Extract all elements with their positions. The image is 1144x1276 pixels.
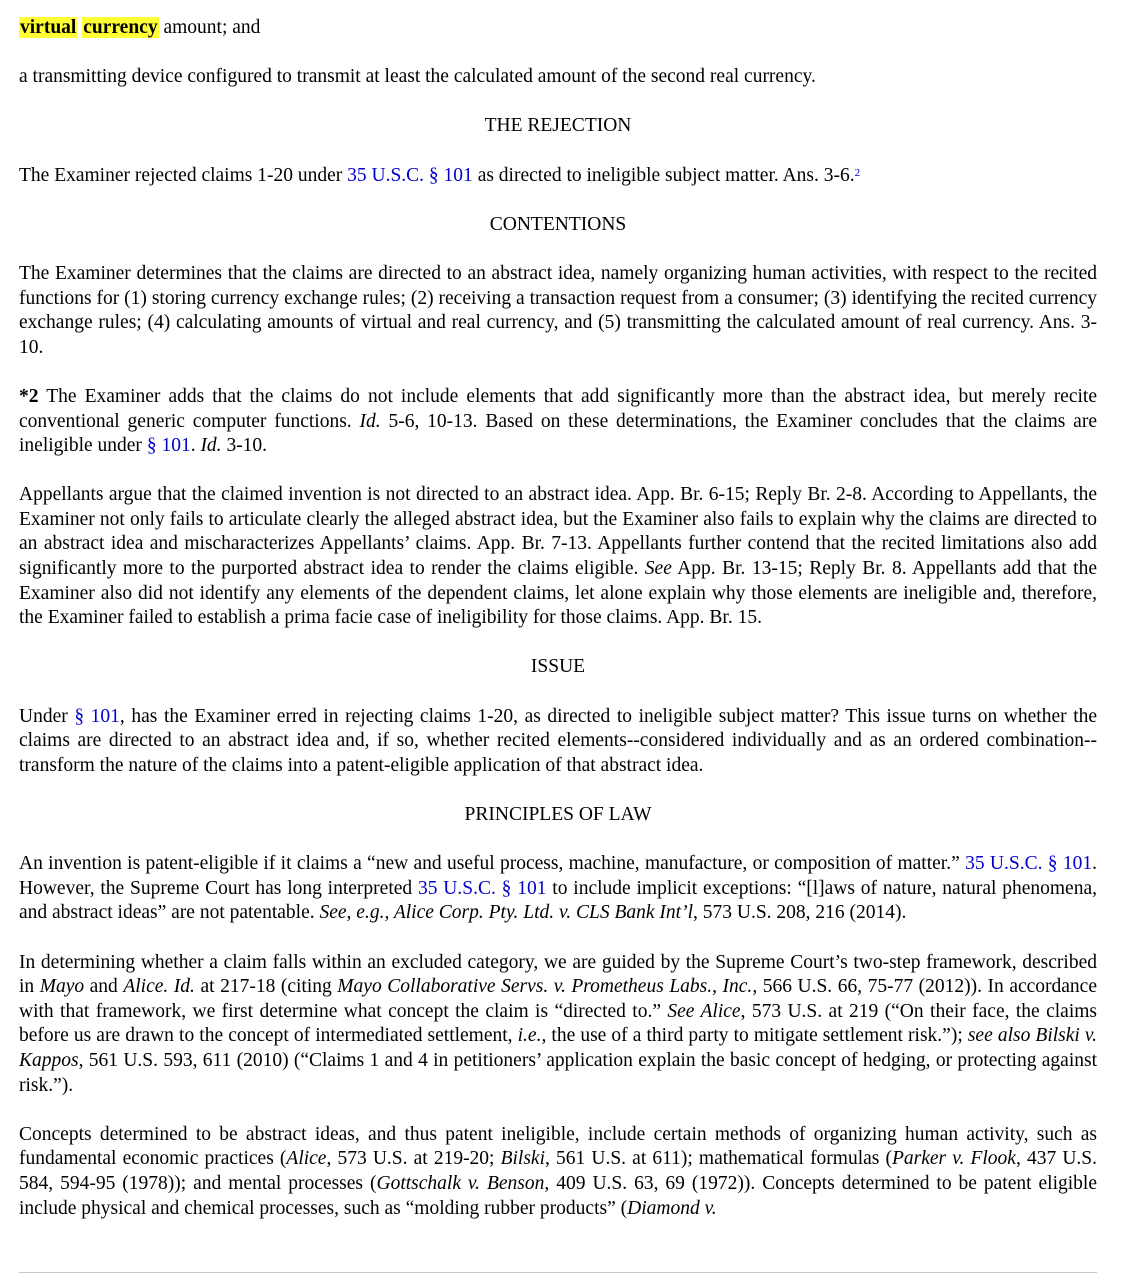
italic-citation: i.e., — [517, 1025, 547, 1047]
statute-link[interactable]: § 101 — [74, 705, 120, 727]
principles-paragraph-3 — [19, 1123, 1097, 1221]
paragraph-text: , 561 U.S. 593, 611 (2010) (“Claims 1 and 4 in petitioners’ application explain the basic concept of hedging, or protecting against risk.”). — [19, 1049, 1097, 1096]
paragraph-text: , 573 U.S. 208, 216 (2014). — [693, 902, 907, 924]
italic-citation: Bilski — [500, 1148, 546, 1170]
issue-paragraph — [19, 705, 1097, 779]
italic-citation: See, e.g., Alice Corp. Pty. Ltd. v. CLS Bank Int’l — [319, 902, 693, 924]
paragraph-text: , 409 U.S. 63, 69 (1972)). Concepts determined to be patent eligible include physical and chemical processes, such as “molding rubber products” ( — [19, 1172, 1097, 1219]
page-bottom-divider — [19, 1272, 1097, 1273]
claim-fragment-paragraph — [19, 16, 1097, 41]
paragraph-text: Concepts determined to be abstract ideas, and thus patent ineligible, include certain methods of organizing human activity, such as fundamental economic practices ( — [19, 1123, 1097, 1170]
paragraph-text: . — [190, 435, 201, 457]
paragraph-text: amount; and — [158, 17, 261, 38]
heading-contentions: CONTENTIONS — [489, 213, 627, 235]
heading-principles-of-law: PRINCIPLES OF LAW — [464, 804, 652, 825]
paragraph-text: , 437 U.S. 584, 594-95 (1978)); and mental processes ( — [19, 1148, 1097, 1194]
principles-paragraph-2 — [19, 951, 1097, 1099]
heading-the-rejection: THE REJECTION — [484, 115, 632, 137]
rejection-paragraph — [19, 164, 1097, 189]
paragraph-text: 5-6, 10-13. Based on these determinations, the Examiner concludes that the claims are ineligible under — [19, 410, 1097, 457]
heading-issue: ISSUE — [530, 656, 586, 678]
principles-paragraph-1 — [19, 852, 1097, 926]
paragraph-text: the use of a third party to mitigate settlement risk.”); — [546, 1025, 968, 1047]
italic-citation: See Alice — [667, 1000, 741, 1022]
italic-citation: Mayo — [39, 976, 85, 998]
appellants-argument-paragraph — [19, 483, 1097, 631]
italic-citation: Diamond v. — [627, 1197, 717, 1219]
paragraph-text: , 561 U.S. at 611); mathematical formulas ( — [545, 1148, 892, 1170]
paragraph-text: at 217-18 (citing — [194, 976, 338, 998]
italic-citation: see also Bilski v. Kappos — [19, 1025, 1097, 1071]
italic-citation: See — [644, 558, 672, 580]
statute-link[interactable]: § 101 — [146, 435, 191, 457]
paragraph-text: to include implicit exceptions: “[l]aws of nature, natural phenomena, and abstract ideas” are not patentable. — [19, 877, 1097, 924]
claim-element-paragraph: a transmitting device configured to transmit at least the calculated amount of the second real currency. — [19, 66, 816, 88]
contentions-paragraph-2 — [19, 385, 1097, 459]
italic-citation: Gottschalk v. Benson — [376, 1172, 545, 1194]
paragraph-text: and — [84, 976, 124, 998]
paragraph-text: as directed to ineligible subject matter. Ans. 3-6. — [472, 164, 855, 186]
paragraph-text: Appellants argue that the claimed invention is not directed to an abstract idea. App. Br. 6-15; Reply Br. 2-8. According to Appellants, the Examiner not only fails to articulate clearly the alleged abstract idea, but the Examiner also fails to explain why the claims are directed to an abstract idea and mischaracterizes Appellants’ claims. App. Br. 7-13. Appellants further contend that the recited limitations also add significantly more to the purported abstract idea to render the claims eligible. — [19, 484, 1097, 580]
search-highlight: virtual — [20, 17, 77, 38]
contentions-paragraph-1: The Examiner determines that the claims are directed to an abstract idea, namely organizing human activities, with respect to the recited functions for (1) storing currency exchange rules; (2) receiving a transaction request from a consumer; (3) identifying the recited currency exchange rules; (4) calculating amounts of virtual and real currency, and (5) transmitting the calculated amount of real currency. Ans. 3-10. — [19, 262, 1097, 358]
italic-citation: Mayo Collaborative Servs. v. Prometheus Labs., Inc. — [337, 976, 753, 998]
italic-citation: Alice — [286, 1148, 327, 1170]
paragraph-text: The Examiner adds that the claims do not include elements that add significantly more than the abstract idea, but merely recite conventional generic computer functions. — [19, 385, 1097, 432]
italic-citation: Id. — [200, 435, 222, 457]
paragraph-text: , 573 U.S. at 219-20; — [326, 1148, 501, 1170]
italic-citation: Parker v. Flook — [892, 1148, 1016, 1170]
paragraph-text: App. Br. 13-15; Reply Br. 8. Appellants add that the Examiner also did not identify any elements of the dependent claims, let alone explain why those elements are ineligible and, therefore, the Examiner failed to establish a prima facie case of ineligibility for those claims. App. Br. 15. — [19, 558, 1097, 629]
italic-citation: Id. — [359, 410, 381, 432]
paragraph-text: In determining whether a claim falls within an excluded category, we are guided by the Supreme Court’s two-step framework, described in — [19, 951, 1097, 998]
paragraph-text: The Examiner rejected claims 1-20 under — [19, 164, 348, 186]
paragraph-text: An invention is patent-eligible if it claims a “new and useful process, machine, manufacture, or composition of matter.” — [19, 853, 966, 875]
italic-citation: Alice. Id. — [123, 976, 195, 998]
paragraph-text: . However, the Supreme Court has long interpreted — [19, 853, 1098, 899]
statute-link[interactable]: 35 U.S.C. § 101 — [965, 853, 1093, 875]
footnote-link[interactable]: 2 — [854, 166, 861, 179]
paragraph-text: 3-10. — [221, 435, 268, 457]
paragraph-text: , 566 U.S. 66, 75-77 (2012)). In accordance with that framework, we first determine what concept the claim is “directed to.” — [19, 976, 1097, 1022]
document-body — [19, 16, 1097, 1246]
statute-link[interactable]: 35 U.S.C. § 101 — [347, 164, 473, 186]
paragraph-text: , has the Examiner erred in rejecting claims 1-20, as directed to ineligible subject matter? This issue turns on whether the claims are directed to an abstract idea and, if so, whether recited elements--considered individually and as an ordered combination--transform the nature of the claims into a patent-eligible application of that abstract idea. — [19, 705, 1098, 776]
paragraph-text: , 573 U.S. at 219 (“On their face, the claims before us are drawn to the concept of intermediated settlement, — [19, 1000, 1098, 1047]
search-highlight: currency — [83, 17, 158, 38]
star-page-marker: *2 — [19, 385, 39, 407]
statute-link[interactable]: 35 U.S.C. § 101 — [417, 877, 547, 899]
paragraph-text: Under — [19, 705, 75, 727]
